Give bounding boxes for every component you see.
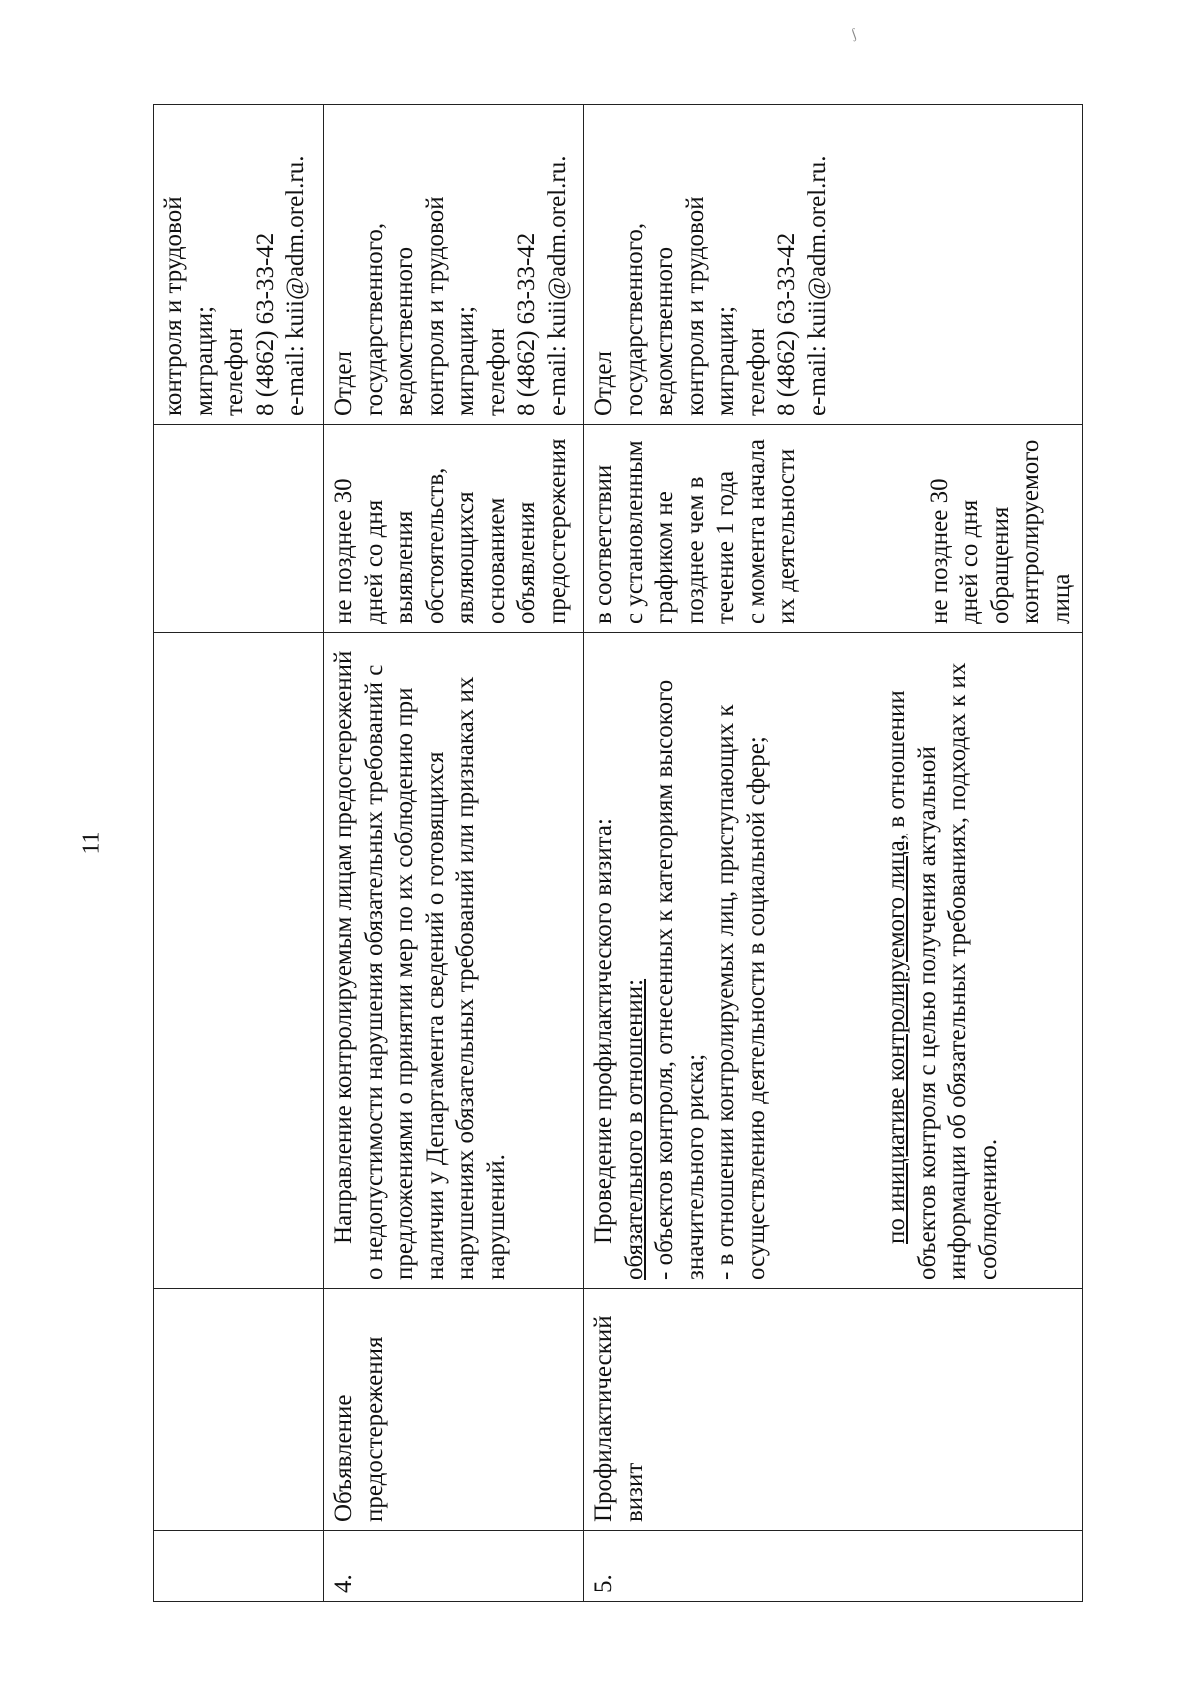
visit-mandatory-label: обязательного в отношении: bbox=[620, 978, 648, 1280]
term-line: в соответствии bbox=[590, 464, 617, 624]
contact-line: ведомственного bbox=[651, 246, 678, 416]
contact-line: миграции; bbox=[712, 305, 739, 416]
term-line: выявления bbox=[391, 510, 418, 624]
term-line: контролируемого bbox=[1017, 439, 1044, 624]
cell-empty-term bbox=[154, 425, 324, 633]
responsible-contact bbox=[324, 105, 584, 425]
contact-email: e-mail: kuii@adm.orel.ru. bbox=[543, 155, 571, 416]
measure-name-line: предостережения bbox=[360, 1336, 388, 1522]
cell-contact-continuation bbox=[154, 105, 324, 425]
contact-line: телефон bbox=[221, 328, 248, 416]
term-line: лица bbox=[1047, 573, 1075, 624]
term-line: их деятельности bbox=[773, 448, 800, 624]
visit-item: - в отношении контролируемых лиц, приступающих к осуществлению деятельности в социальной сфере; bbox=[712, 704, 770, 1280]
visit-initiative-paragraph bbox=[882, 641, 1004, 1280]
contact-line: 8 (4862) 63-33-42 bbox=[251, 232, 279, 416]
measure-name-line: визит bbox=[620, 1462, 648, 1522]
visit-intro: Проведение профилактического визита: bbox=[590, 818, 617, 1244]
contact-line: 8 (4862) 63-33-42 bbox=[513, 232, 540, 416]
visit-initiative-label: по инициативе контролируемого лица, bbox=[883, 833, 910, 1244]
contact-line: контроля и трудовой bbox=[421, 196, 449, 416]
contact-line: Отдел bbox=[590, 351, 617, 416]
row-number: 4. bbox=[324, 1531, 584, 1602]
contact-line: Отдел bbox=[330, 351, 357, 416]
term-line: не позднее 30 bbox=[330, 478, 357, 624]
contact-line: 8 (4862) 63-33-42 bbox=[773, 232, 800, 416]
visit-initiative-text: в отношении объектов контроля с целью получения актуальной информации об обязательных требованиях, подходах к их соблюдению. bbox=[883, 662, 1002, 1280]
contact-line: миграции; bbox=[452, 305, 479, 416]
term-line: позднее чем в bbox=[681, 476, 709, 624]
rotated-table-frame bbox=[153, 105, 1075, 1602]
term-line: обращения bbox=[986, 506, 1014, 624]
spacer bbox=[772, 641, 882, 1280]
scan-mark: ʃ bbox=[849, 26, 859, 43]
contact-line: государственного, bbox=[360, 222, 388, 416]
measure-name-line: Профилактический bbox=[590, 1315, 617, 1522]
term-line: с установленным bbox=[620, 440, 648, 624]
row-number: 5. bbox=[584, 1531, 1083, 1602]
contact-line: телефон bbox=[742, 328, 770, 416]
contact-lines bbox=[159, 113, 312, 416]
term-line: дней со дня bbox=[956, 499, 983, 624]
visit-item: - объектов контроля, отнесенных к категориям высокого значительного риска; bbox=[651, 679, 709, 1280]
term-line: предостережения bbox=[543, 438, 571, 624]
measure-description bbox=[324, 633, 584, 1289]
measure-description bbox=[584, 633, 1083, 1289]
term-line: обстоятельств, bbox=[421, 467, 449, 624]
cell-empty-desc bbox=[154, 633, 324, 1289]
cell-empty-num bbox=[154, 1531, 324, 1602]
contact-line: телефон bbox=[482, 328, 510, 416]
table-row-warning bbox=[324, 105, 584, 1602]
table-container bbox=[153, 105, 1075, 1602]
term-line: основанием bbox=[482, 497, 510, 624]
responsible-contact bbox=[584, 105, 1083, 425]
measure-name bbox=[324, 1289, 584, 1531]
cell-empty-name bbox=[154, 1289, 324, 1531]
term-line: не позднее 30 bbox=[925, 478, 953, 624]
contact-email: e-mail: kuii@adm.orel.ru. bbox=[282, 155, 309, 416]
contact-line: государственного, bbox=[620, 222, 648, 416]
table-row-visit bbox=[584, 105, 1083, 1602]
contact-line: контроля и трудовой bbox=[681, 196, 709, 416]
page-number: 11 bbox=[78, 831, 105, 855]
contact-email: e-mail: kuii@adm.orel.ru. bbox=[803, 155, 831, 416]
measure-name-line: Объявление bbox=[330, 1394, 357, 1522]
measure-description-text: Направление контролируемым лицам предостережений о недопустимости нарушения обязательных требований с предложениями о принятии мер по их соблюдению при наличии у Департамента сведений о готовящихся нарушениях обязательных требований или признаках их нарушений. bbox=[330, 650, 510, 1280]
term-line: графиком не bbox=[651, 491, 678, 624]
table-row-continuation bbox=[154, 105, 324, 1602]
spacer bbox=[803, 433, 925, 624]
measures-table bbox=[153, 104, 1083, 1602]
term-line: течение 1 года bbox=[712, 470, 739, 624]
term-line: объявления bbox=[513, 501, 540, 624]
term-line: являющихся bbox=[452, 491, 479, 624]
term-line: с момента начала bbox=[742, 439, 770, 624]
measure-term bbox=[584, 425, 1083, 633]
contact-line: миграции; bbox=[190, 305, 218, 416]
contact-line: ведомственного bbox=[391, 246, 418, 416]
measure-term bbox=[324, 425, 584, 633]
term-line: дней со дня bbox=[360, 499, 388, 624]
measure-name bbox=[584, 1289, 1083, 1531]
contact-line: контроля и трудовой bbox=[160, 196, 187, 416]
